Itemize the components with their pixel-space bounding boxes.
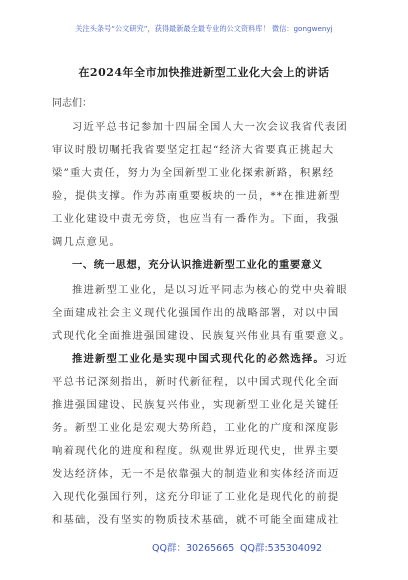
intro-line: 工业化建设中责无旁贷，也应当有一番作为。下面，我强 — [52, 213, 340, 225]
body-line: 和基础，没有坚实的物质技术基础，就不可能全面建成社 — [52, 514, 340, 526]
body-line: 推进新型工业化，是以习近平同志为核心的党中央着眼 — [72, 284, 348, 296]
footer-qq-group-2: QQ群:535304092 — [240, 543, 323, 554]
footer-qq-group-1: QQ群：30265665 — [152, 543, 235, 554]
bold-lead-sentence: 推进新型工业化是实现中国式现代化的必然选择。 — [72, 353, 325, 365]
body-line: 响着现代化的进度和程度。纵观世界近现代史，世界主要 — [52, 445, 340, 457]
document-title: 在2024年全市加快推进新型工业化大会上的讲话 — [78, 66, 330, 79]
intro-line: 调几点意见。 — [52, 236, 121, 248]
body-line: 平总书记深刻指出，新时代新征程，以中国式现代化全面 — [52, 376, 340, 388]
header-banner: 关注头条号“公文研究”，获得最新最全最专业的公文资料库！ 微信：gongwenyj — [75, 24, 333, 33]
intro-line: 审议时殷切嘱托我省要坚定扛起“经济大省要真正挑起大 — [52, 144, 335, 156]
body-line: 务。新型工业化是宏观大势所趋，工业化的广度和深度影 — [52, 422, 340, 434]
salutation: 同志们： — [52, 98, 92, 109]
body-line — [72, 352, 357, 367]
body-line: 发达经济体，无一不是依靠强大的制造业和实体经济而迈 — [52, 468, 340, 480]
body-line: 全面建成社会主义现代化强国作出的战略部署，对以中国 — [52, 307, 340, 319]
intro-line: 梁”重大责任，努力为全国新型工业化探索新路，积累经 — [52, 167, 335, 179]
section-heading: 一、统一思想，充分认识推进新型工业化的重要意义 — [72, 259, 323, 271]
intro-line: 习近平总书记参加十四届全国人大一次会议我省代表团 — [72, 121, 348, 133]
body-line: 推进强国建设、民族复兴伟业，实现新型工业化是关键任 — [52, 399, 340, 411]
lead-tail-text: 习近 — [324, 353, 348, 365]
intro-line: 验，提供支撑。作为苏南重要板块的一员，**在推进新型 — [52, 190, 341, 202]
body-line: 式现代化全面推进强国建设、民族复兴伟业具有重要意义。 — [52, 330, 351, 342]
body-line: 入现代化强国行列，这充分印证了工业化是现代化的前提 — [52, 491, 340, 503]
